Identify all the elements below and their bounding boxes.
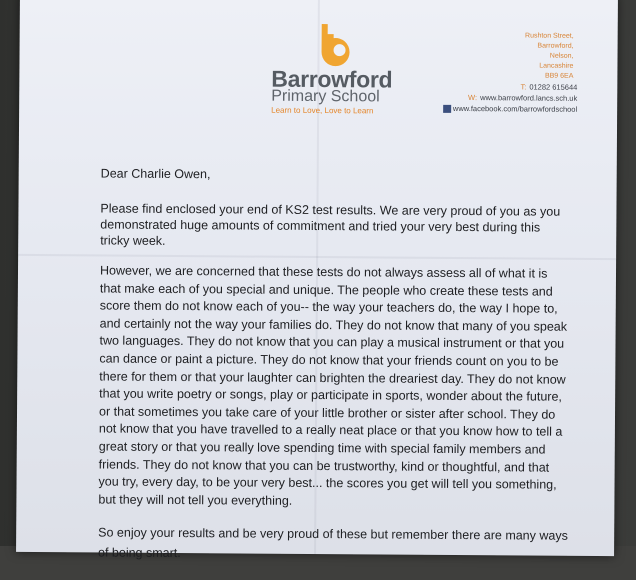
school-contact	[443, 81, 577, 115]
text-line: you try, every day, to be your very best... the scores you get will tell you something,	[98, 474, 557, 492]
letter-paper	[16, 0, 618, 561]
paragraph-closing	[98, 523, 598, 566]
address-line: Barrowford,	[537, 42, 574, 50]
letter-greeting: Dear Charlie Owen,	[100, 166, 211, 182]
web-label: W:	[468, 93, 478, 103]
text-line: friends. They do not know that you can be trustworthy, kind or thoughtful, and that	[98, 457, 550, 475]
facebook-url: www.facebook.com/barrowfordschool	[452, 103, 578, 114]
text-line: tricky week.	[100, 233, 166, 248]
phone-number: 01282 615644	[529, 82, 578, 92]
website-url: www.barrowford.lancs.sch.uk	[480, 93, 578, 103]
text-line: there for them or that your laughter can brighten the dreariest day. They do not know	[99, 369, 566, 387]
address-line: BB9 6EA	[544, 72, 574, 80]
text-line: So enjoy your results and be very proud of these but remember there are many ways	[98, 525, 568, 544]
text-line: of being smart.	[97, 545, 181, 561]
phone-line	[443, 81, 577, 93]
text-line: However, we are concerned that these tests do not always assess all of what it is	[99, 263, 548, 281]
text-line: Please find enclosed your end of KS2 test results. We are very proud of you as you	[100, 201, 561, 219]
text-line: two languages. They do not know that you can play a musical instrument or that you	[99, 333, 565, 352]
school-motto: Learn to Love, Love to Learn	[271, 105, 374, 116]
school-name: Barrowford	[271, 65, 393, 93]
school-subtitle: Primary School	[271, 87, 380, 106]
facebook-icon	[443, 105, 451, 113]
text-line: demonstrated huge amounts of commitment and tried your very best during this	[100, 217, 541, 235]
facebook-line	[443, 103, 577, 115]
school-logo-icon	[307, 22, 357, 62]
address-line: Nelson,	[549, 52, 574, 60]
text-line: not know that you have travelled to a really neat place or that you know how to tell a	[98, 421, 563, 440]
text-line: or that sometimes you take care of your little brother or sister after school. They do	[98, 404, 556, 422]
text-line: great story or that you really love spending time with special family members and	[98, 439, 546, 457]
phone-label: T:	[520, 82, 527, 92]
text-line: that make each of you special and unique. The people who create these tests and	[99, 281, 553, 299]
address-line: Rushton Street,	[525, 32, 574, 40]
text-line: that you write poetry or songs, play or participate in sports, wonder about the future,	[99, 386, 562, 404]
web-line	[443, 92, 577, 104]
letter-body	[98, 166, 601, 580]
text-line: can dance or paint a picture. They do not know that your friends count on you to be	[99, 351, 559, 369]
text-line: but they will not tell you everything.	[98, 492, 293, 508]
school-address	[525, 31, 574, 81]
text-line: and certainly not the way your families do. They do not know that many of you speak	[99, 316, 568, 334]
paragraph-concerns	[98, 262, 600, 512]
address-line: Lancashire	[539, 62, 574, 70]
paragraph-results	[100, 200, 600, 251]
text-line: score them do not know each of you-- the way your teachers do, the way I hope to,	[99, 298, 558, 316]
